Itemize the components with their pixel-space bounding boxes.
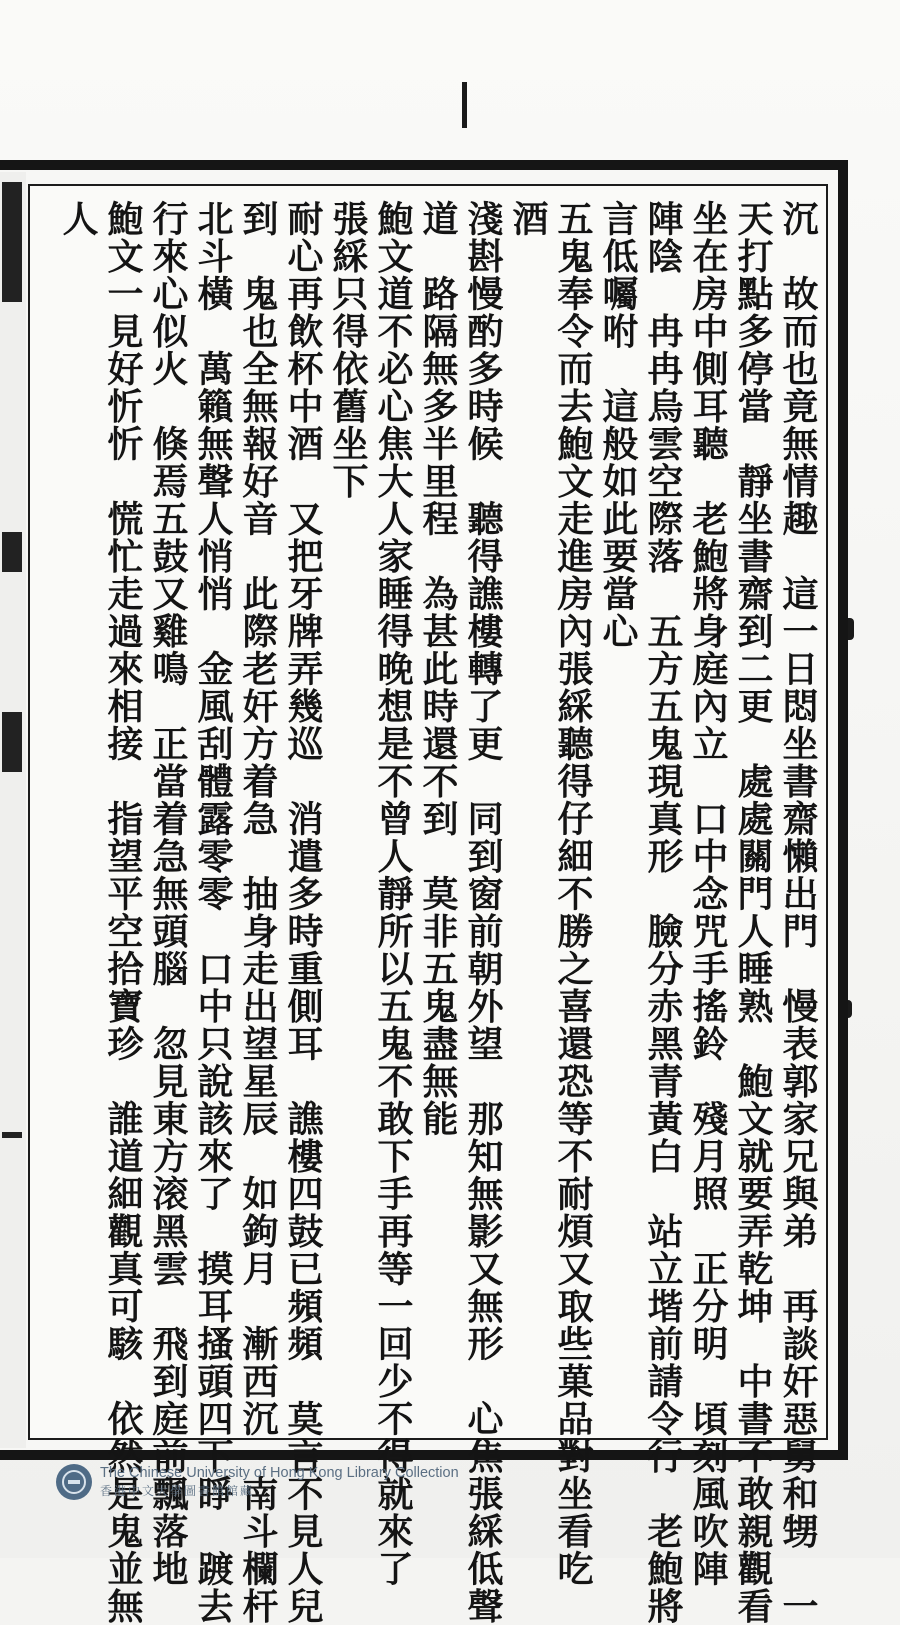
text-column: 沉 故而也竟無情趣 這一日悶坐書齋懶出門 慢表郭家兄與弟 再談奸惡舅和甥 一 [777,200,819,1625]
text-column: 鮑文一見好忻忻 慌忙走過來相接 指望平空拾寶珍 誰道細觀真可駭 依然是鬼並無 [102,200,144,1625]
adjacent-page-edge [0,172,26,1448]
text-column: 行來心似火 倏焉五鼓又雞鳴 正當着急無頭腦 忽見東方滚黑雲 飛到庭前飄落地 [147,200,189,1588]
text-column: 道 路隔無多半里程 為甚此時還不到 莫非五鬼盡無能 [417,200,459,1138]
text-column: 北斗橫 萬籟無聲人悄悄 金風刮體露零零 口中只說該來了 摸耳搔頭四下睜 踱去 [192,200,234,1625]
text-column: 陣陰 冉冉烏雲空際落 五方五鬼現真形 臉分赤黑青黃白 站立堦前請令行 老鮑將 [642,200,684,1625]
text-column: 酒 [507,200,549,238]
text-column: 天打點多停當 靜坐書齋到二更 處處關門人睡熟 鮑文就要弄乾坤 中書不敢親觀看 [732,200,774,1625]
text-column: 五鬼奉令而去鮑文走進房內張綵聽得仔細不勝之喜還恐等不耐煩又取些菓品對坐看吃 [552,200,594,1588]
text-column: 張綵只得依舊坐下 [327,200,369,500]
watermark-text [100,1464,459,1500]
text-column: 人 [57,200,99,238]
text-column: 淺斟慢酌多時候 聽得譙樓轉了更 同到窗前朝外望 那知無影又無形 心焦張綵低聲 [462,200,504,1625]
watermark-english: The Chinese University of Hong Kong Library Collection [100,1465,459,1481]
text-column: 到 鬼也全無報好音 此際老奸方着急 抽身走出望星辰 如鉤月 漸西沉 南斗欄杆 [237,200,279,1625]
watermark-chinese: 香港中文大學圖書館館藏 [100,1484,255,1498]
cuhk-library-logo-icon [56,1464,92,1500]
text-column: 言低囑咐 這般如此要當心 [597,200,639,650]
library-watermark [56,1462,459,1502]
text-column: 鮑文道不必心焦大人家睡得晚想是不曾人靜所以五鬼不敢下手再等一回少不得就來了 [372,200,414,1588]
text-column: 坐在房中側耳聽 老鮑將身庭內立 口中念咒手搖鈴 殘月照 正分明 頃刻風吹陣 [687,200,729,1588]
text-column: 耐心再飲杯中酒 又把牙牌弄幾巡 消遣多時重側耳 譙樓四鼓已頻頻 莫言不見人兒 [282,200,324,1625]
ink-spot [462,82,467,128]
